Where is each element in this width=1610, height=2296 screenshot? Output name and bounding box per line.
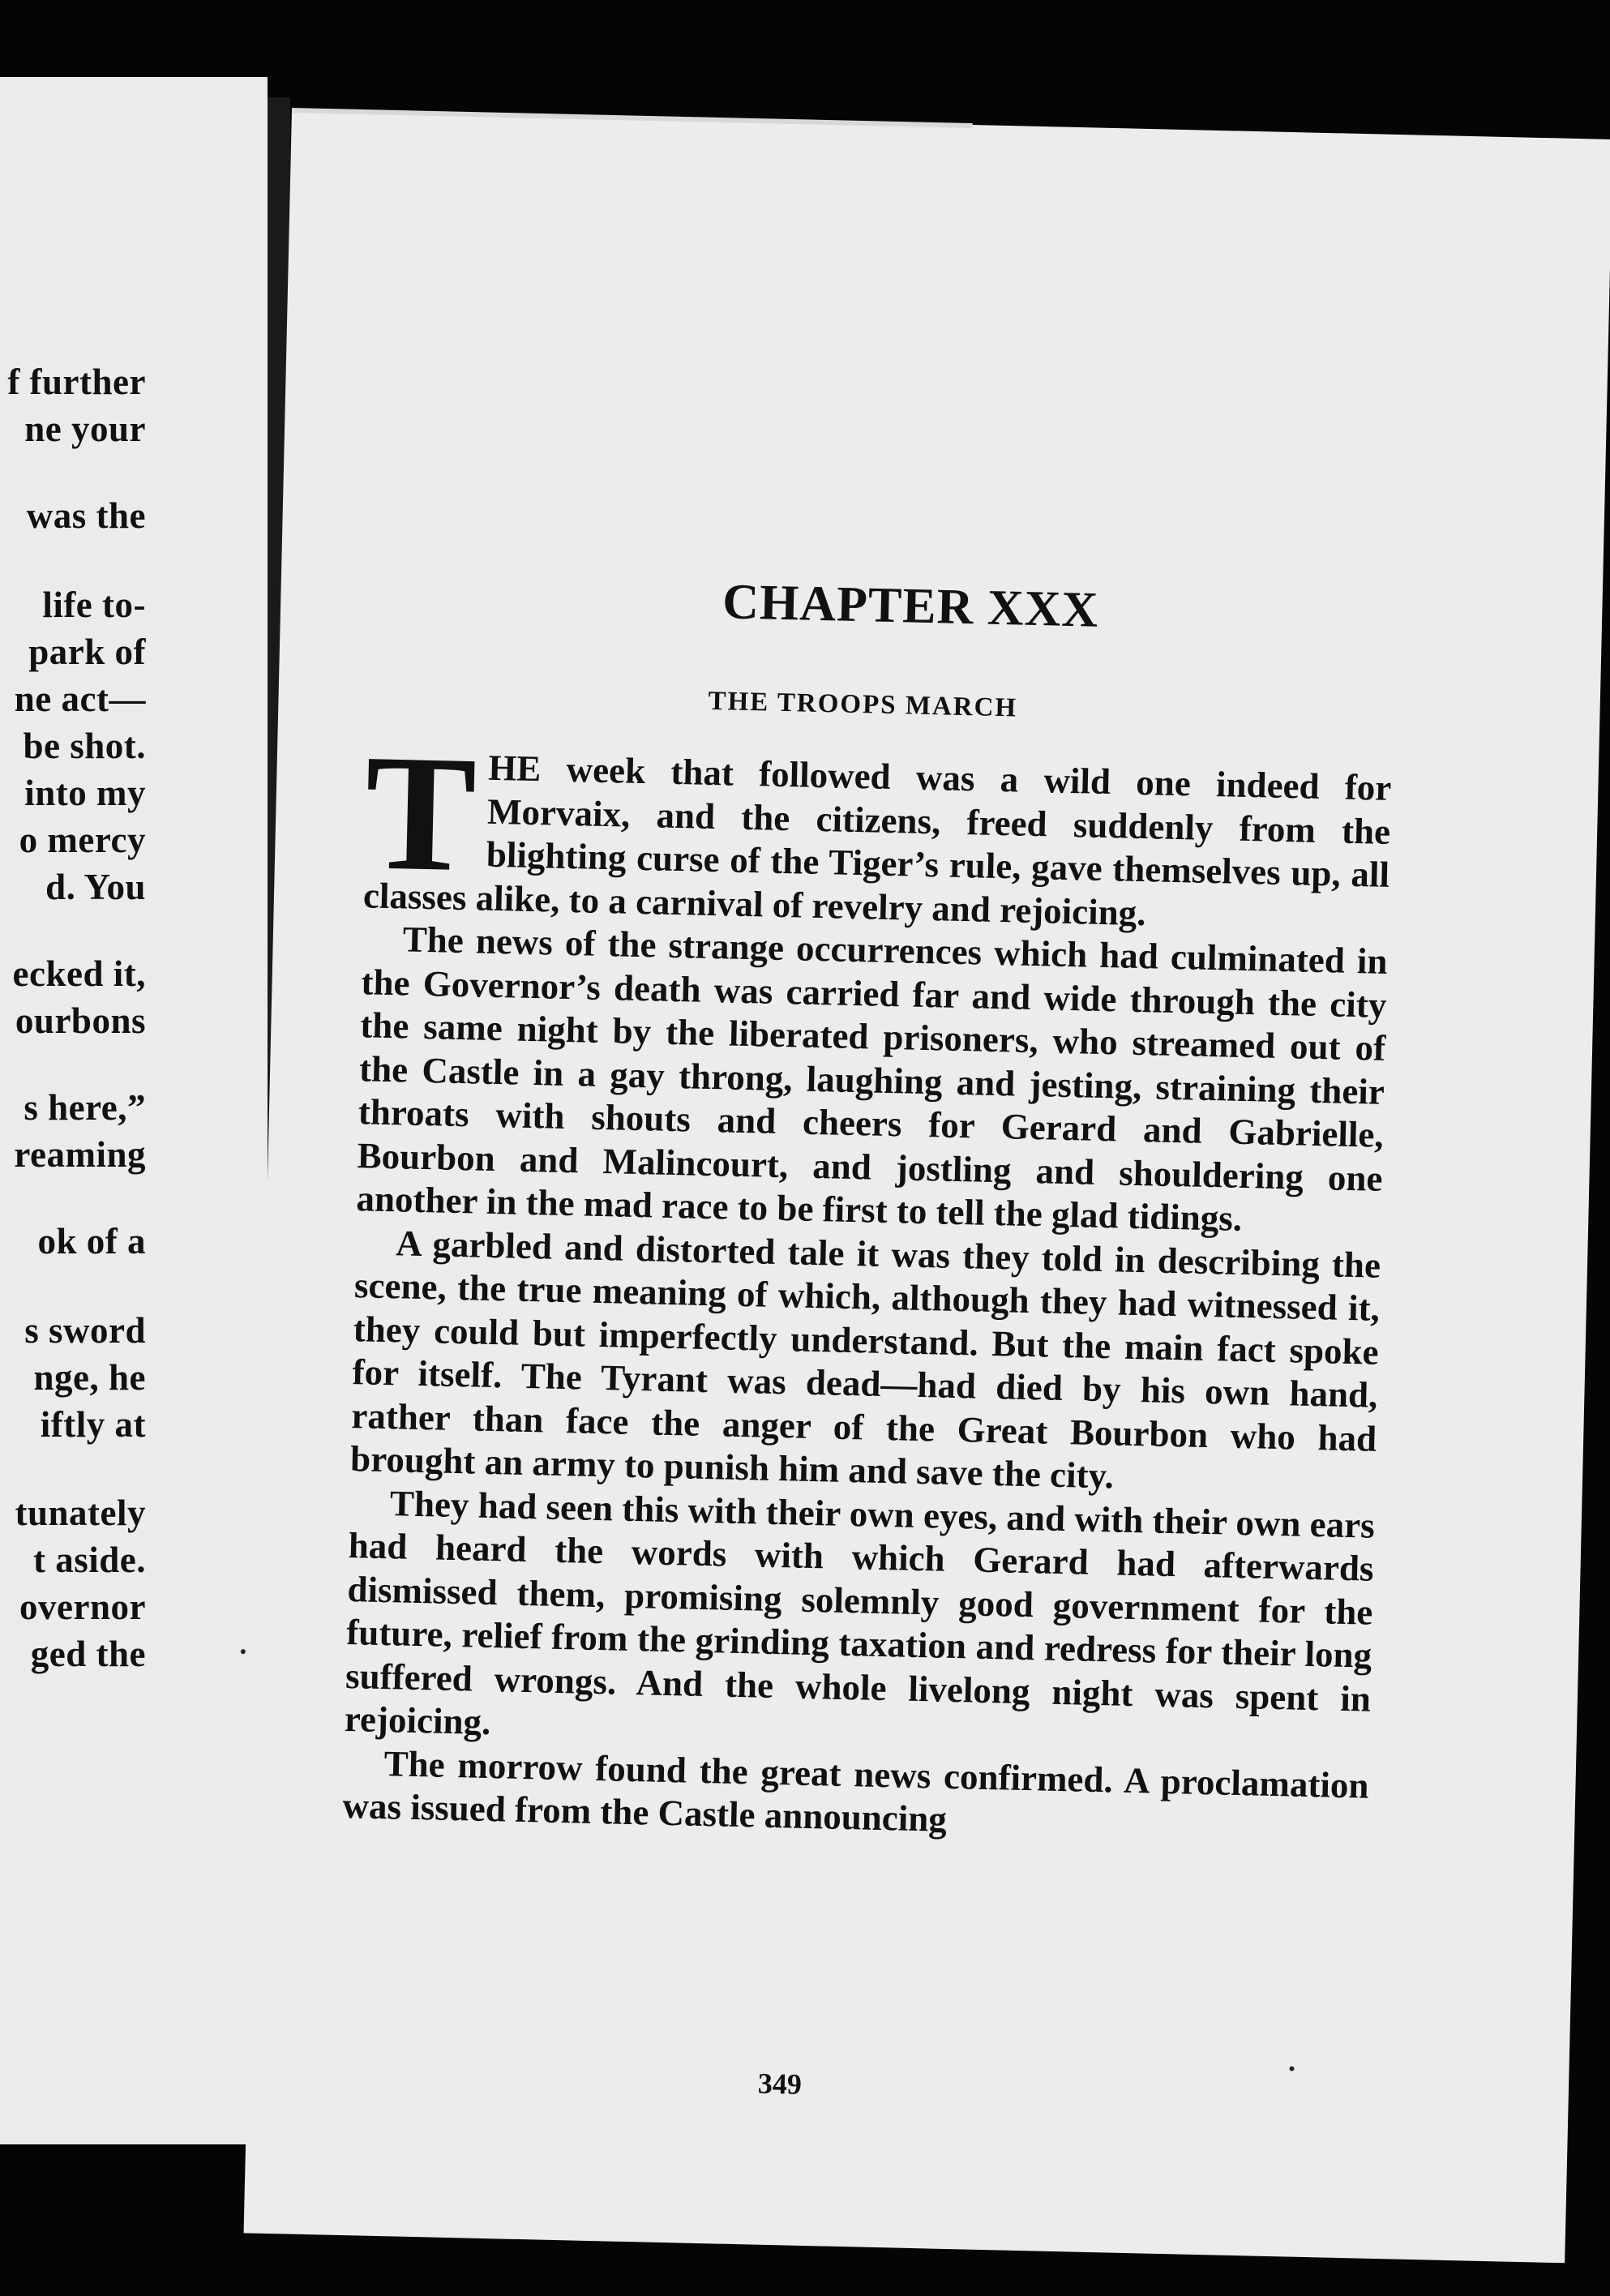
left-page-line: ne your — [24, 409, 146, 449]
left-page-line: s sword — [24, 1310, 146, 1351]
chapter-subtitle: THE TROOPS MARCH — [708, 686, 1018, 723]
left-page-line: park of — [28, 632, 146, 672]
left-page-line: t aside. — [33, 1540, 146, 1580]
left-page-line: o mercy — [19, 820, 146, 860]
ink-speck — [241, 1649, 246, 1654]
paragraph: A garbled and distorted tale it was they told in describing the scene, the true meaning of which, although they had witnessed it, they could but imperfectly understand. But the main fact spoke for itself. The Tyrant was dead—had died by his own hand, rather than face the anger of the Great Bourbon who had brought an army to punish him and save the city. — [349, 1222, 1381, 1497]
page-number: 349 — [757, 2067, 803, 2101]
left-page-line: was the — [26, 495, 146, 536]
chapter-body — [341, 720, 1392, 1851]
left-page-line: ged the — [30, 1634, 146, 1674]
left-page-line: ok of a — [37, 1221, 146, 1262]
left-page-line: ourbons — [15, 1000, 146, 1041]
left-page-line: reaming — [14, 1134, 146, 1175]
right-page — [244, 109, 1610, 2263]
left-page-line: be shot. — [23, 726, 146, 766]
paragraph-text: HE week that followed was a wild one indeed for Morvaix, and the citizens, freed suddenly from the blighting curse of the Tiger’s rule, gave themselves up, all classes alike, to a carnival of revelry and rejoicing. — [362, 747, 1392, 933]
left-page-line: nge, he — [33, 1357, 146, 1398]
left-page-line: overnor — [19, 1587, 146, 1627]
paragraph: They had seen this with their own eyes, and with their own ears had heard the words with which Gerard had afterwards dismissed them, promising solemnly good government for the future, relief from the grinding taxation and redress for their long suffered wrongs. And the whole livelong night was spent in rejoicing. — [344, 1482, 1376, 1743]
paragraph: The news of the strange occurrences which had culminated in the Governor’s death was carried far and wide through the city the same night by the liberated prisoners, who streamed out of the Castle in a gay throng, laughing and jesting, straining their throats with shouts and cheers for Gerard and Gabrielle, Bourbon and Malincourt, and jostling and shouldering one another in the mad race to be first to tell the glad tidings. — [355, 919, 1389, 1239]
left-page-line: d. You — [45, 867, 146, 907]
left-page-line: into my — [24, 773, 146, 813]
left-page-line: s here,” — [24, 1087, 146, 1128]
left-page-line: ecked it, — [12, 953, 146, 994]
drop-cap: T — [362, 720, 478, 907]
paragraph: The morrow found the great news confirmed. A proclamation was issued from the Castle announcing — [341, 1742, 1370, 1840]
left-page-line: tunately — [15, 1493, 146, 1533]
left-page-line: f further — [7, 362, 146, 402]
left-page-line: life to- — [42, 585, 146, 625]
left-page-fragment — [0, 77, 268, 2144]
left-page-line: iftly at — [40, 1404, 146, 1445]
paragraph — [362, 720, 1392, 940]
chapter-title: CHAPTER XXX — [722, 574, 1099, 638]
page-top-edge — [292, 108, 973, 128]
left-page-line: ne act— — [14, 679, 146, 719]
ink-speck — [1289, 2067, 1294, 2071]
